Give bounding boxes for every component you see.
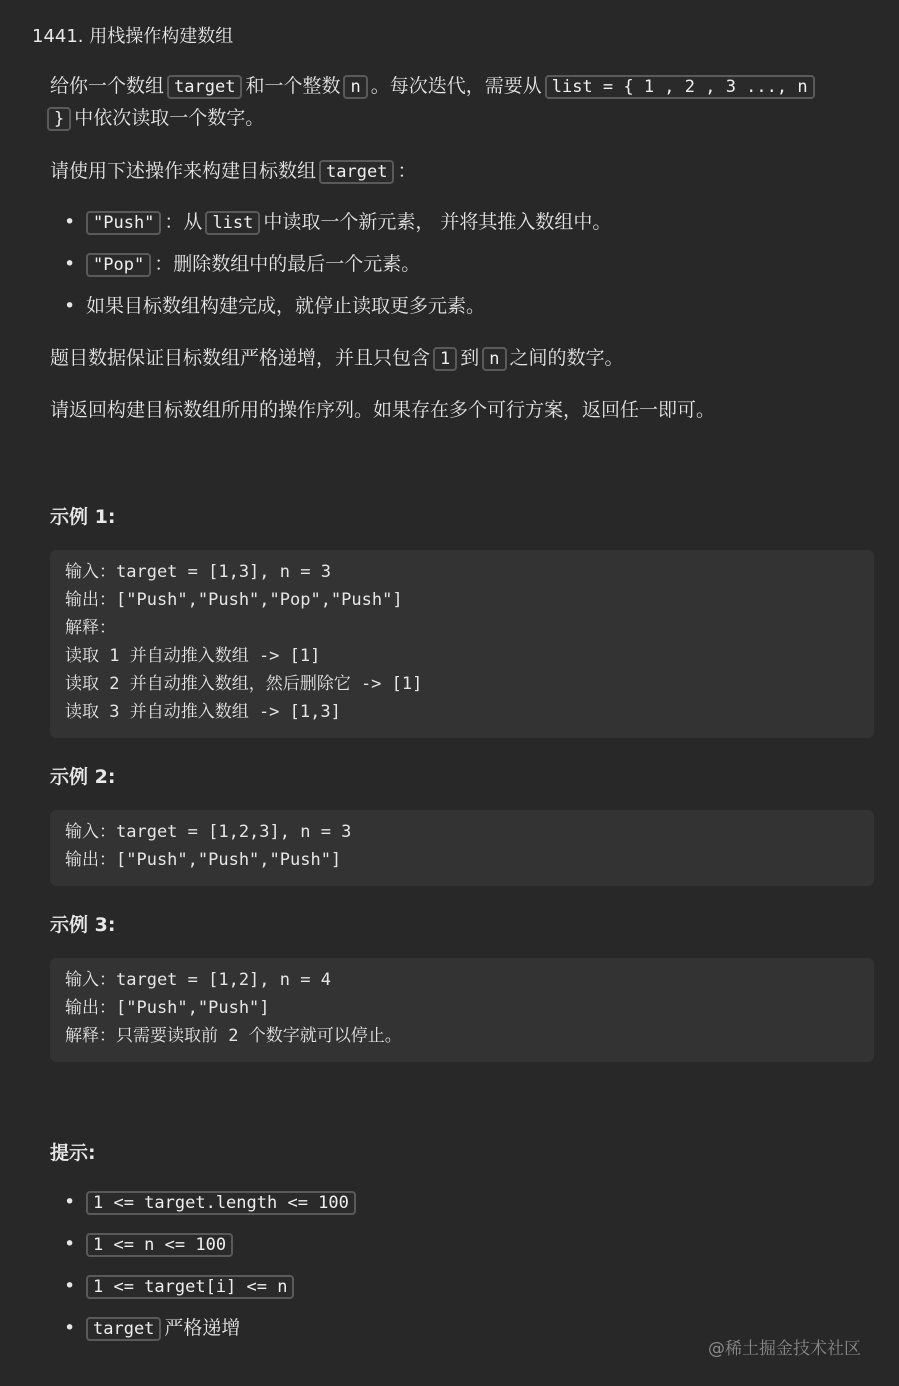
example-2-code-block: [50, 810, 874, 886]
description-paragraph-3: [50, 342, 624, 375]
inline-code: "Pop": [86, 253, 151, 277]
text: 请使用下述操作来构建目标数组: [50, 160, 317, 182]
example-1-heading: 示例 1:: [50, 506, 116, 528]
op-push-item: [66, 208, 611, 237]
code-line: 输入：target = [1,2], n = 4: [65, 970, 331, 990]
text: 和一个整数: [245, 75, 341, 97]
code-line: 读取 1 并自动推入数组 -> [1]: [65, 646, 321, 666]
code-line: 输出：["Push","Push"]: [65, 998, 270, 1018]
inline-code: }: [47, 107, 71, 131]
code-line: 读取 2 并自动推入数组，然后删除它 -> [1]: [65, 674, 423, 694]
text: 中读取一个新元素， 并将其推入数组中。: [263, 211, 612, 233]
inline-code: target: [86, 1317, 161, 1341]
text: 中依次读取一个数字。: [74, 107, 265, 129]
hints-heading: 提示:: [50, 1142, 96, 1164]
text: ：从: [164, 211, 203, 233]
inline-code: n: [482, 347, 506, 371]
text: ：删除数组中的最后一个元素。: [154, 253, 421, 275]
inline-code: "Push": [86, 211, 161, 235]
inline-code: 1 <= target.length <= 100: [86, 1191, 356, 1215]
text: ：: [397, 160, 417, 182]
inline-code: list: [205, 211, 260, 235]
example-2-heading: 示例 2:: [50, 766, 116, 788]
example-3-code-block: [50, 958, 874, 1062]
code-line: 输出：["Push","Push","Push"]: [65, 850, 342, 870]
text: 之间的数字。: [509, 347, 624, 369]
op-pop-item: [66, 250, 420, 279]
text: 到: [460, 347, 480, 369]
hint-item: [66, 1314, 240, 1343]
text: 给你一个数组: [50, 75, 165, 97]
code-line: 读取 3 并自动推入数组 -> [1,3]: [65, 702, 341, 722]
text: 。每次迭代，需要从: [370, 75, 542, 97]
text: 如果目标数组构建完成，就停止读取更多元素。: [86, 295, 486, 317]
description-paragraph-1-cont: [47, 102, 264, 135]
description-paragraph-1: [50, 70, 818, 103]
code-line: 输入：target = [1,3], n = 3: [65, 562, 331, 582]
inline-code: 1: [433, 347, 457, 371]
inline-code: target: [167, 75, 242, 99]
text: 题目数据保证目标数组严格递增，并且只包含: [50, 347, 431, 369]
hint-item: [66, 1272, 297, 1301]
hint-item: [66, 1188, 359, 1217]
example-1-code-block: [50, 550, 874, 738]
inline-code: target: [319, 160, 394, 184]
inline-code: 1 <= target[i] <= n: [86, 1275, 294, 1299]
watermark: @稀土掘金技术社区: [708, 1339, 861, 1359]
problem-title: 1441. 用栈操作构建数组: [32, 26, 234, 47]
inline-code: 1 <= n <= 100: [86, 1233, 233, 1257]
inline-code: n: [343, 75, 367, 99]
text: 严格递增: [164, 1317, 241, 1339]
code-line: 输出：["Push","Push","Pop","Push"]: [65, 590, 403, 610]
hint-item: [66, 1230, 236, 1259]
description-paragraph-2: [50, 155, 416, 188]
inline-code: list = { 1 , 2 , 3 ..., n: [545, 75, 815, 99]
op-stop-item: [66, 292, 485, 320]
code-line: 输入：target = [1,2,3], n = 3: [65, 822, 352, 842]
code-line: 解释：只需要读取前 2 个数字就可以停止。: [65, 1026, 402, 1046]
example-3-heading: 示例 3:: [50, 914, 116, 936]
code-line: 解释：: [65, 618, 116, 638]
description-paragraph-4: 请返回构建目标数组所用的操作序列。如果存在多个可行方案，返回任一即可。: [50, 399, 716, 421]
